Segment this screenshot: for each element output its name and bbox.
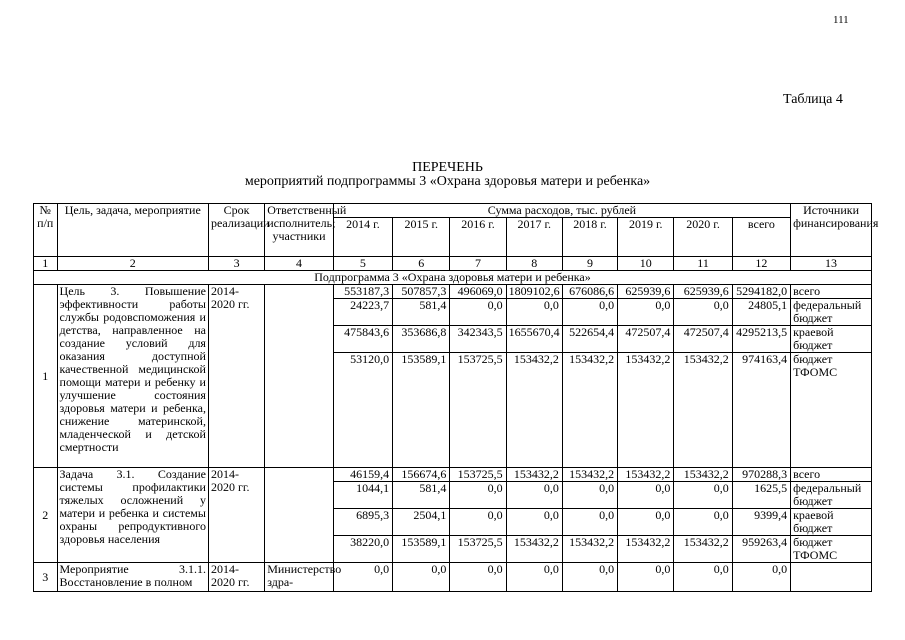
value-cell: 153432,2	[506, 536, 562, 563]
value-cell: 153432,2	[618, 536, 674, 563]
row-description: Мероприятие 3.1.1. Восстановление в полном	[57, 563, 208, 592]
value-cell: 156674,6	[393, 468, 450, 482]
row-responsible	[265, 285, 334, 468]
table-label: Таблица 4	[783, 92, 843, 107]
value-cell: 5294182,0	[732, 285, 790, 299]
row-description: Задача 3.1. Создание системы профилактики тяжелых осложнений у матери и ребенка и системы охраны репродуктивного здоровья населения	[57, 468, 208, 563]
col-number: 6	[393, 257, 450, 271]
value-cell: 153432,2	[618, 353, 674, 468]
col-number: 4	[265, 257, 334, 271]
value-cell: 0,0	[562, 563, 617, 592]
value-cell: 1044,1	[333, 482, 392, 509]
source-cell: краевой бюджет	[791, 326, 872, 353]
source-cell: федеральный бюджет	[791, 482, 872, 509]
header-year: 2020 г.	[674, 218, 732, 257]
value-cell: 153432,2	[562, 468, 617, 482]
header-year: 2019 г.	[618, 218, 674, 257]
value-cell: 153432,2	[562, 353, 617, 468]
table-row	[34, 468, 872, 482]
source-cell	[791, 563, 872, 592]
value-cell: 0,0	[674, 563, 732, 592]
row-description: Цель 3. Повышение эффективности работы службы родовспоможения и детства, направленное на создание условий для оказания доступной качественной медицинской помощи матери и ребенку и улучшение состояния здоровья матери и ребенка, снижение материнской, младенческой и детской смертности	[57, 285, 208, 468]
value-cell: 0,0	[506, 563, 562, 592]
row-term: 2014-2020 гг.	[208, 468, 264, 563]
value-cell: 153725,5	[450, 468, 506, 482]
value-cell: 676086,6	[562, 285, 617, 299]
value-cell: 4295213,5	[732, 326, 790, 353]
row-responsible	[265, 468, 334, 563]
col-number: 9	[562, 257, 617, 271]
value-cell: 522654,4	[562, 326, 617, 353]
header-responsible: Ответственный исполнитель; участники	[265, 204, 334, 257]
value-cell: 153432,2	[618, 468, 674, 482]
source-cell: краевой бюджет	[791, 509, 872, 536]
source-cell: всего	[791, 285, 872, 299]
value-cell: 0,0	[450, 299, 506, 326]
header-year: 2018 г.	[562, 218, 617, 257]
value-cell: 0,0	[450, 563, 506, 592]
value-cell: 0,0	[618, 563, 674, 592]
value-cell: 153432,2	[674, 353, 732, 468]
value-cell: 342343,5	[450, 326, 506, 353]
col-number: 2	[57, 257, 208, 271]
value-cell: 0,0	[450, 482, 506, 509]
value-cell: 625939,6	[618, 285, 674, 299]
col-number: 8	[506, 257, 562, 271]
value-cell: 0,0	[393, 563, 450, 592]
page-number: 111	[833, 14, 849, 26]
value-cell: 553187,3	[333, 285, 392, 299]
value-cell: 153432,2	[674, 536, 732, 563]
value-cell: 0,0	[562, 299, 617, 326]
value-cell: 974163,4	[732, 353, 790, 468]
value-cell: 0,0	[562, 509, 617, 536]
value-cell: 1625,5	[732, 482, 790, 509]
header-term: Срок реализации	[208, 204, 264, 257]
value-cell: 0,0	[562, 482, 617, 509]
title-line-2: мероприятий подпрограммы 3 «Охрана здоровья матери и ребенка»	[244, 174, 651, 189]
table-row	[34, 563, 872, 592]
value-cell: 0,0	[450, 509, 506, 536]
value-cell: 475843,6	[333, 326, 392, 353]
source-cell: всего	[791, 468, 872, 482]
value-cell: 507857,3	[393, 285, 450, 299]
table-row	[34, 285, 872, 299]
value-cell: 0,0	[506, 482, 562, 509]
value-cell: 0,0	[618, 482, 674, 509]
value-cell: 1809102,6	[506, 285, 562, 299]
value-cell: 472507,4	[674, 326, 732, 353]
value-cell: 153589,1	[393, 536, 450, 563]
value-cell: 46159,4	[333, 468, 392, 482]
row-number: 3	[34, 563, 58, 592]
value-cell: 153432,2	[506, 353, 562, 468]
value-cell: 0,0	[674, 482, 732, 509]
value-cell: 9399,4	[732, 509, 790, 536]
measures-table	[33, 203, 879, 592]
source-cell: федеральный бюджет	[791, 299, 872, 326]
value-cell: 153432,2	[562, 536, 617, 563]
value-cell: 970288,3	[732, 468, 790, 482]
value-cell: 625939,6	[674, 285, 732, 299]
value-cell: 959263,4	[732, 536, 790, 563]
value-cell: 1655670,4	[506, 326, 562, 353]
document-title	[0, 161, 905, 189]
col-number: 1	[34, 257, 58, 271]
col-number: 10	[618, 257, 674, 271]
value-cell: 0,0	[732, 563, 790, 592]
value-cell: 0,0	[674, 299, 732, 326]
col-number: 12	[732, 257, 790, 271]
value-cell: 24805,1	[732, 299, 790, 326]
source-cell: бюджет ТФОМС	[791, 536, 872, 563]
row-responsible: Министерство здра-	[265, 563, 334, 592]
value-cell: 38220,0	[333, 536, 392, 563]
value-cell: 24223,7	[333, 299, 392, 326]
column-number-row	[34, 257, 872, 271]
value-cell: 0,0	[674, 509, 732, 536]
value-cell: 581,4	[393, 482, 450, 509]
value-cell: 0,0	[333, 563, 392, 592]
header-year: 2014 г.	[333, 218, 392, 257]
value-cell: 0,0	[618, 509, 674, 536]
header-row-1	[34, 204, 872, 218]
row-term: 2014-2020 гг.	[208, 285, 264, 468]
value-cell: 6895,3	[333, 509, 392, 536]
row-number: 2	[34, 468, 58, 563]
title-line-1: ПЕРЕЧЕНЬ	[412, 160, 483, 175]
value-cell: 153589,1	[393, 353, 450, 468]
header-total: всего	[732, 218, 790, 257]
header-year: 2016 г.	[450, 218, 506, 257]
value-cell: 0,0	[506, 299, 562, 326]
col-number: 11	[674, 257, 732, 271]
value-cell: 0,0	[618, 299, 674, 326]
row-term: 2014-2020 гг.	[208, 563, 264, 592]
col-number: 3	[208, 257, 264, 271]
subprogram-row	[34, 271, 872, 285]
value-cell: 153432,2	[506, 468, 562, 482]
col-number: 5	[333, 257, 392, 271]
value-cell: 581,4	[393, 299, 450, 326]
value-cell: 0,0	[506, 509, 562, 536]
value-cell: 153725,5	[450, 536, 506, 563]
value-cell: 472507,4	[618, 326, 674, 353]
value-cell: 2504,1	[393, 509, 450, 536]
value-cell: 153432,2	[674, 468, 732, 482]
value-cell: 53120,0	[333, 353, 392, 468]
header-goal: Цель, задача, мероприятие	[57, 204, 208, 257]
header-year: 2017 г.	[506, 218, 562, 257]
value-cell: 496069,0	[450, 285, 506, 299]
header-year: 2015 г.	[393, 218, 450, 257]
source-cell: бюджет ТФОМС	[791, 353, 872, 468]
col-number: 13	[791, 257, 872, 271]
col-number: 7	[450, 257, 506, 271]
value-cell: 153725,5	[450, 353, 506, 468]
header-source: Источники финансирования	[791, 204, 872, 257]
header-num: № п/п	[34, 204, 58, 257]
row-number: 1	[34, 285, 58, 468]
subprogram-title: Подпрограмма 3 «Охрана здоровья матери и ребенка»	[34, 271, 872, 285]
value-cell: 353686,8	[393, 326, 450, 353]
header-sum: Сумма расходов, тыс. рублей	[333, 204, 790, 218]
